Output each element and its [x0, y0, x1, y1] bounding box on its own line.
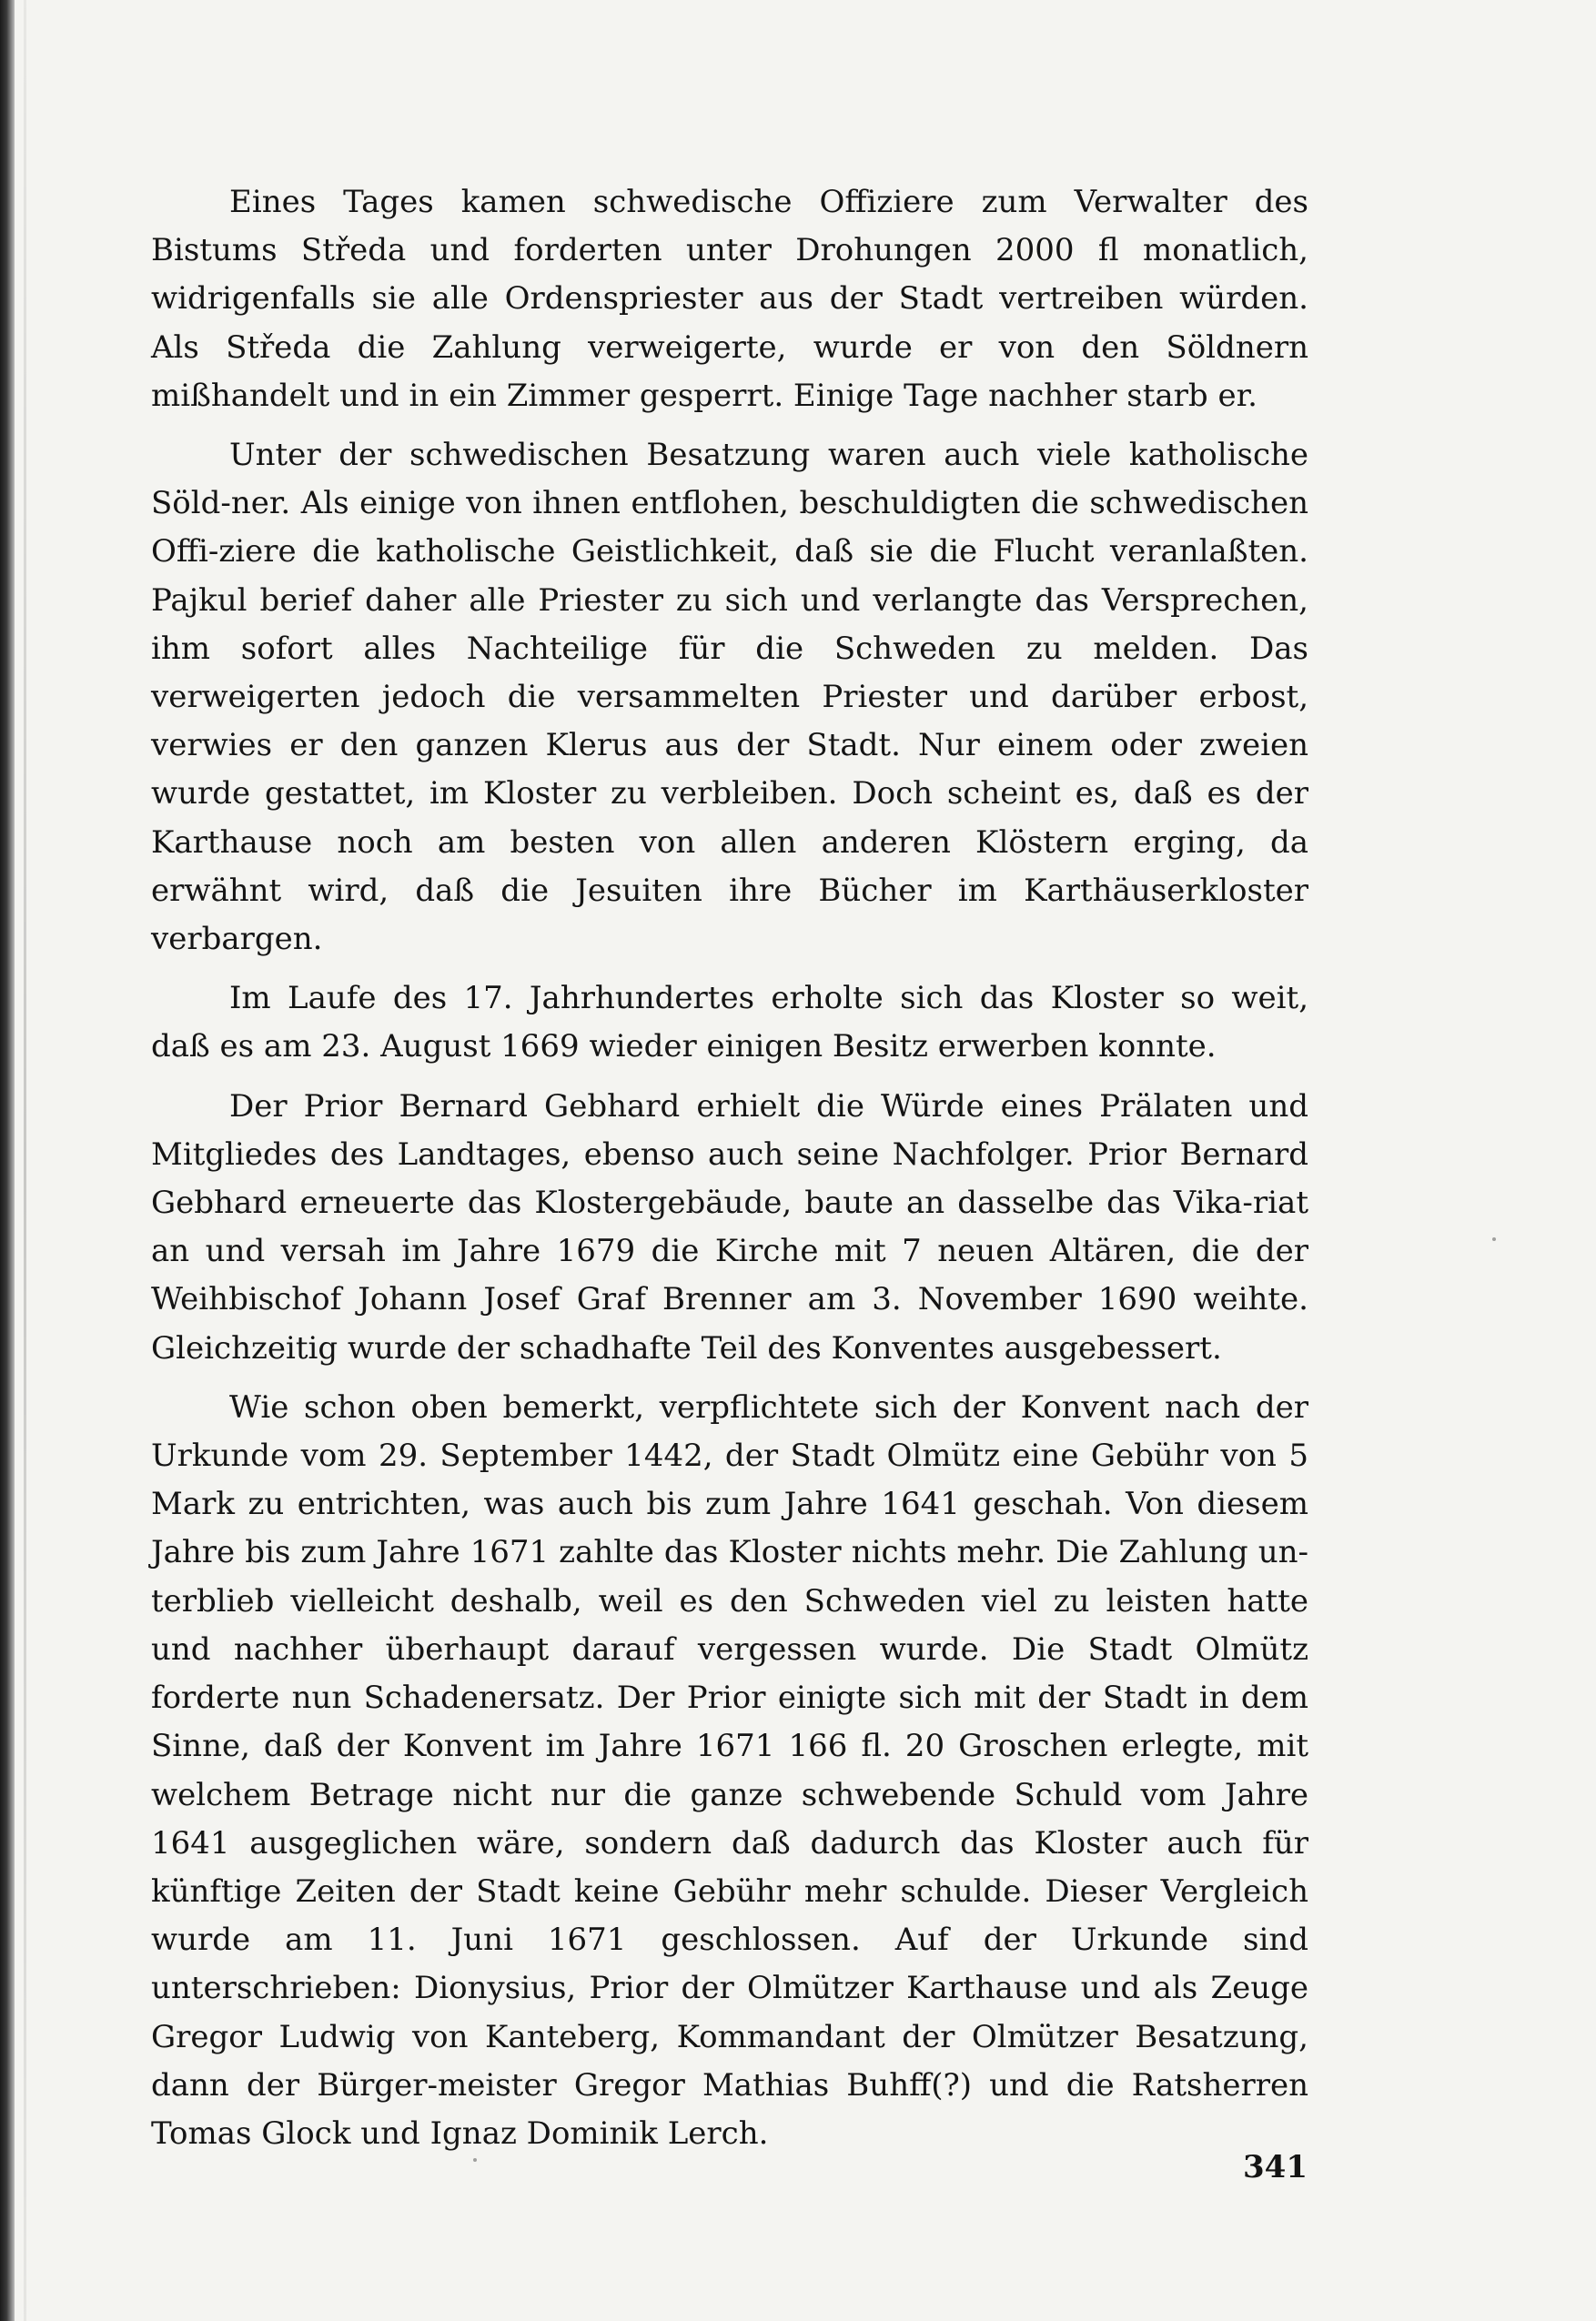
paragraph-4: Der Prior Bernard Gebhard erhielt die Würde eines Prälaten und Mitgliedes des Landtages, ebenso auch seine Nachfolger. Prior Bernard Gebhard erneuerte das Klostergebäude, baute an dasselbe das Vika-riat an und versah im Jahre 1679 die Kirche mit 7 neuen Altären, die der Weihbischof Johann Josef Graf Brenner am 3. November 1690 weihte. Gleichzeitig wurde der schadhafte Teil des Konventes ausgebessert. — [151, 1087, 1308, 1367]
page-fold-line — [24, 0, 26, 2321]
scan-speck — [473, 2158, 477, 2162]
binding-shadow — [0, 0, 15, 2321]
paragraph-5: Wie schon oben bemerkt, verpflichtete sich der Konvent nach der Urkunde vom 29. September 1442, der Stadt Olmütz eine Gebühr von 5 Mark zu entrichten, was auch bis zum Jahre 1641 geschah. Von diesem Jahre bis zum Jahre 1671 zahlte das Kloster nichts mehr. Die Zahlung un-terblieb vielleicht deshalb, weil es den Schweden viel zu leisten hatte und nachher überhaupt darauf vergessen wurde. Die Stadt Olmütz forderte nun Schadenersatz. Der Prior einigte sich mit der Stadt in dem Sinne, daß der Konvent im Jahre 1671 166 fl. 20 Groschen erlegte, mit welchem Betrage nicht nur die ganze schwebende Schuld vom Jahre 1641 ausgeglichen wäre, sondern daß dadurch das Kloster auch für künftige Zeiten der Stadt keine Gebühr mehr schulde. Dieser Vergleich wurde am 11. Juni 1671 geschlossen. Auf der Urkunde sind unterschrieben: Dionysius, Prior der Olmützer Karthause und als Zeuge Gregor Ludwig von Kanteberg, Kommandant der Olmützer Besatzung, dann der Bürger-meister Gregor Mathias Buhff(?) und die Ratsherren Tomas Glock und Ignaz Dominik Lerch. — [151, 1388, 1308, 2152]
page-number: 341 — [1243, 2149, 1308, 2185]
body-text — [151, 178, 1308, 2169]
scan-speck — [1492, 1237, 1496, 1241]
paragraph-2: Unter der schwedischen Besatzung waren auch viele katholische Söld-ner. Als einige von ihnen entflohen, beschuldigten die schwedischen Offi-ziere die katholische Geistlichkeit, daß sie die Flucht veranlaßten. Pajkul berief daher alle Priester zu sich und verlangte das Versprechen, ihm sofort alles Nachteilige für die Schweden zu melden. Das verweigerten jedoch die versammelten Priester und darüber erbost, verwies er den ganzen Klerus aus der Stadt. Nur einem oder zweien wurde gestattet, im Kloster zu verbleiben. Doch scheint es, daß es der Karthause noch am besten von allen anderen Klöstern erging, da erwähnt wird, daß die Jesuiten ihre Bücher im Karthäuserkloster verbargen. — [151, 437, 1308, 958]
paragraph-1: Eines Tages kamen schwedische Offiziere zum Verwalter des Bistums Středa und forderten unter Drohungen 2000 fl monatlich, widrigenfalls sie alle Ordenspriester aus der Stadt vertreiben würden. Als Středa die Zahlung verweigerte, wurde er von den Söldnern mißhandelt und in ein Zimmer gesperrt. Einige Tage nachher starb er. — [151, 184, 1308, 414]
paragraph-3: Im Laufe des 17. Jahrhundertes erholte sich das Kloster so weit, daß es am 23. August 1669 wieder einigen Besitz erwerben konnte. — [151, 980, 1308, 1065]
